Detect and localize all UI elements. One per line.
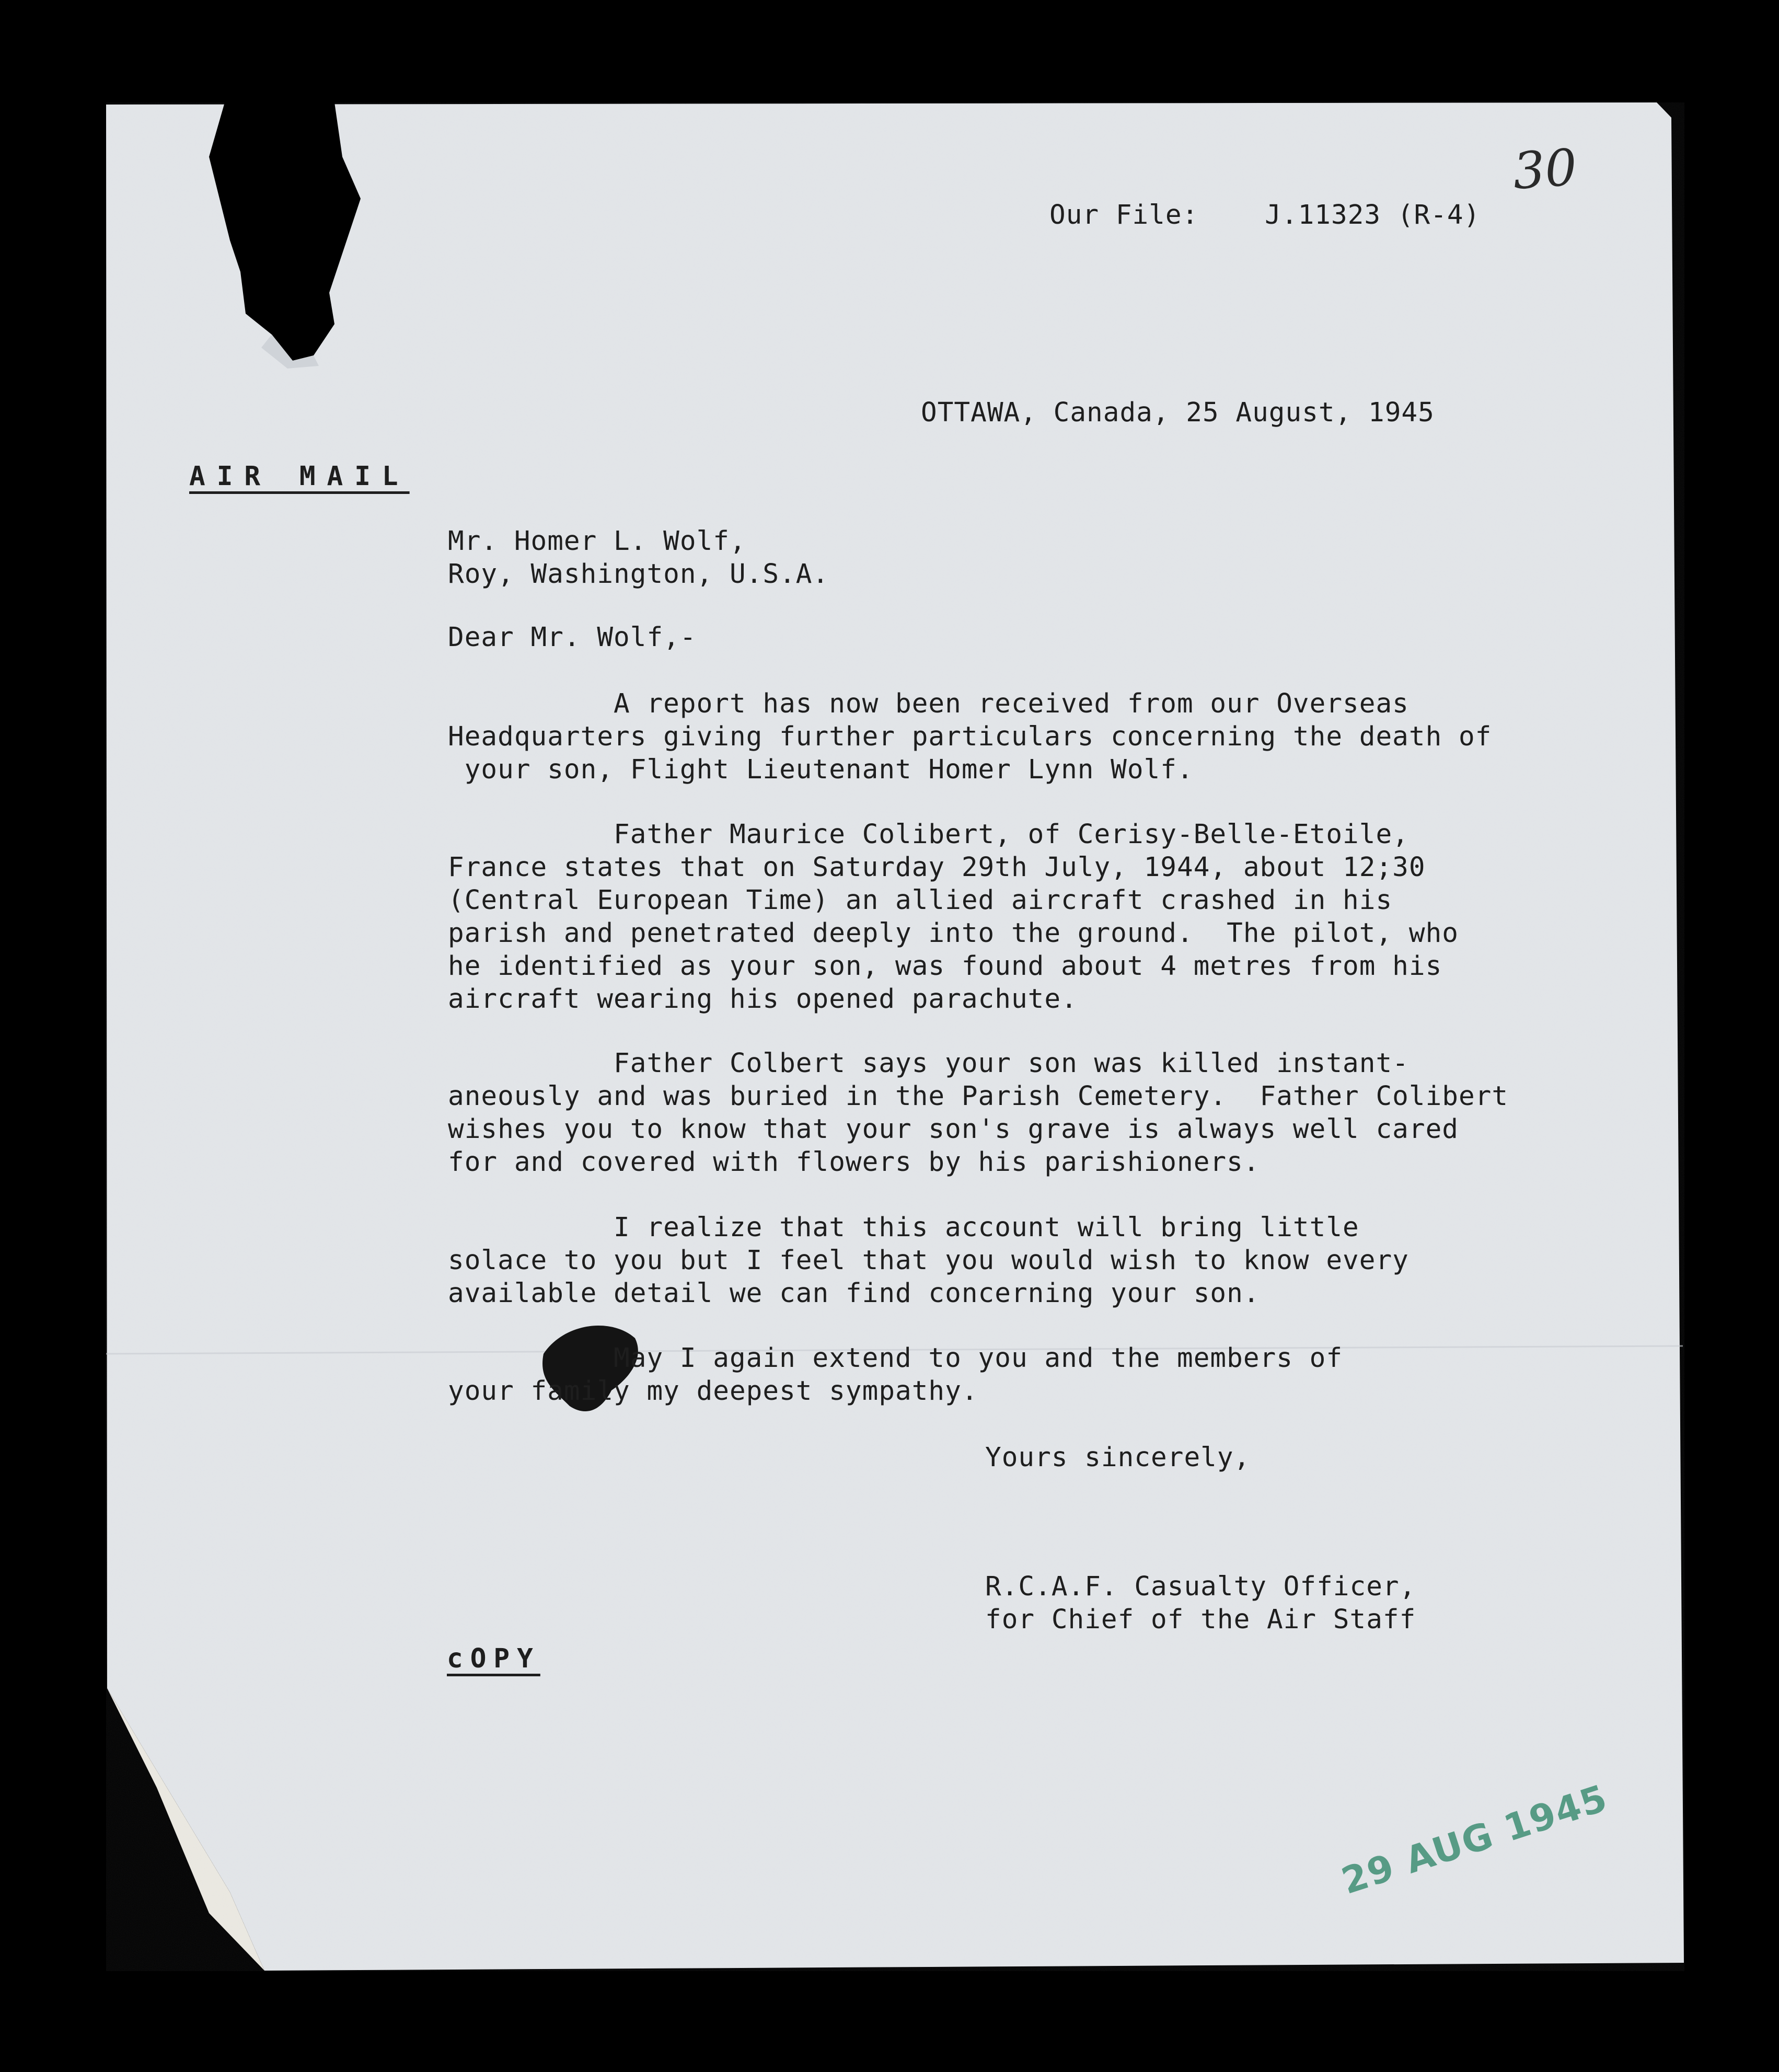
body-paragraph bbox=[448, 1211, 1409, 1310]
text-line: (Central European Time) an allied aircraft crashed in his bbox=[448, 885, 1393, 916]
body-paragraph bbox=[448, 1342, 1343, 1408]
received-date-stamp: 29 AUG 1945 bbox=[1336, 1776, 1613, 1903]
text-line: he identified as your son, was found about 4 metres from his bbox=[448, 951, 1442, 982]
body-paragraph bbox=[448, 687, 1492, 786]
text-line: your family my deepest sympathy. bbox=[448, 1376, 978, 1407]
text-line: I realize that this account will bring little bbox=[448, 1212, 1359, 1243]
text-line: A report has now been received from our Overseas bbox=[448, 688, 1409, 719]
text-line: for and covered with flowers by his parishioners. bbox=[448, 1147, 1260, 1178]
dateline: OTTAWA, Canada, 25 August, 1945 bbox=[921, 397, 1435, 428]
text-line: Father Maurice Colibert, of Cerisy-Belle-Etoile, bbox=[448, 819, 1409, 850]
salutation: Dear Mr. Wolf,- bbox=[448, 622, 697, 653]
text-line: solace to you but I feel that you would wish to know every bbox=[448, 1245, 1409, 1276]
closing: Yours sincerely, bbox=[985, 1442, 1251, 1473]
text-line: May I again extend to you and the members of bbox=[448, 1343, 1343, 1374]
recipient-name: Mr. Homer L. Wolf, bbox=[448, 526, 746, 557]
air-mail-mark: AIR MAIL bbox=[189, 461, 410, 492]
text-line: aneously and was buried in the Parish Cemetery. Father Colibert bbox=[448, 1081, 1509, 1112]
text-line: wishes you to know that your son's grave is always well cared bbox=[448, 1114, 1459, 1145]
folio-number: 30 bbox=[1511, 137, 1579, 201]
signature-on-behalf: for Chief of the Air Staff bbox=[985, 1604, 1416, 1635]
recipient-address: Roy, Washington, U.S.A. bbox=[448, 559, 829, 590]
copy-mark: cOPY bbox=[447, 1643, 540, 1674]
text-line: available detail we can find concerning your son. bbox=[448, 1278, 1260, 1309]
file-reference: Our File: J.11323 (R-4) bbox=[1049, 200, 1481, 231]
text-line: aircraft wearing his opened parachute. bbox=[448, 984, 1078, 1015]
body-paragraph bbox=[448, 1047, 1508, 1179]
text-line: Father Colbert says your son was killed instant- bbox=[448, 1048, 1409, 1079]
signature-title: R.C.A.F. Casualty Officer, bbox=[985, 1571, 1416, 1602]
text-line: Headquarters giving further particulars concerning the death of bbox=[448, 721, 1492, 752]
body-paragraph bbox=[448, 818, 1459, 1016]
text-line: your son, Flight Lieutenant Homer Lynn Wolf. bbox=[448, 754, 1194, 785]
text-line: France states that on Saturday 29th July, 1944, about 12;30 bbox=[448, 852, 1426, 883]
text-line: parish and penetrated deeply into the ground. The pilot, who bbox=[448, 918, 1459, 949]
